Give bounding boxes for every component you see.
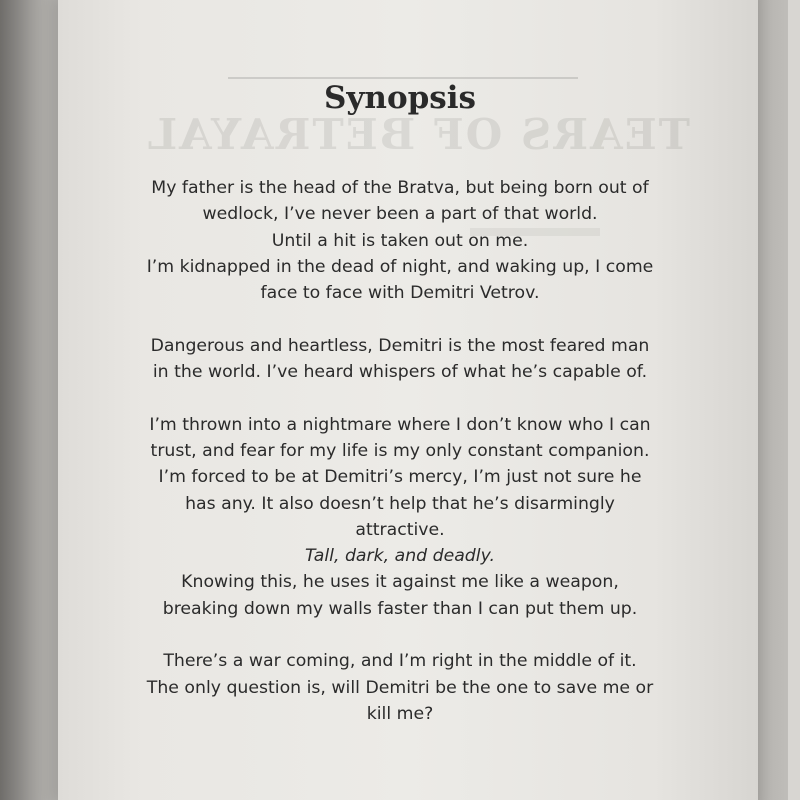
text-line: trust, and fear for my life is my only constant companion. [150,440,650,461]
text-line: There’s a war coming, and I’m right in the middle of it. [163,651,637,672]
text-line: kill me? [366,703,434,724]
text-line: My father is the head of the Bratva, but being born out of [151,178,649,198]
text-line: in the world. I’ve heard whispers of what he’s capable of. [152,362,648,383]
paragraph-4 [120,648,680,727]
italic-tagline: Tall, dark, and deadly. [305,546,495,567]
next-page-edge [788,0,800,800]
text-line: The only question is, will Demitri be the one to save me or [146,677,654,698]
page-title: Synopsis [324,80,476,116]
text-line: Until a hit is taken out on me. [271,230,529,251]
paragraph-3 [120,412,680,622]
bleed-through-title: TEARS OF BETRAYAL [145,110,690,159]
text-line: I’m thrown into a nightmare where I don’t know who I can [149,414,651,435]
previous-page-edge [0,0,62,800]
text-line: I’m forced to be at Demitri’s mercy, I’m just not sure he [158,467,642,488]
synopsis-body [120,175,680,727]
paragraph-2 [120,333,680,386]
text-line: Knowing this, he uses it against me like a weapon, [181,572,619,593]
text-line: I’m kidnapped in the dead of night, and waking up, I come [146,256,654,277]
text-line: wedlock, I’ve never been a part of that world. [202,204,598,225]
text-line: Dangerous and heartless, Demitri is the most feared man [150,335,650,356]
text-line: attractive. [355,519,445,540]
paragraph-1 [120,175,680,306]
bleed-through-rule [228,77,578,79]
text-line: has any. It also doesn’t help that he’s disarmingly [185,493,615,514]
text-line: breaking down my walls faster than I can put them up. [162,598,638,619]
text-line: face to face with Demitri Vetrov. [260,283,540,304]
